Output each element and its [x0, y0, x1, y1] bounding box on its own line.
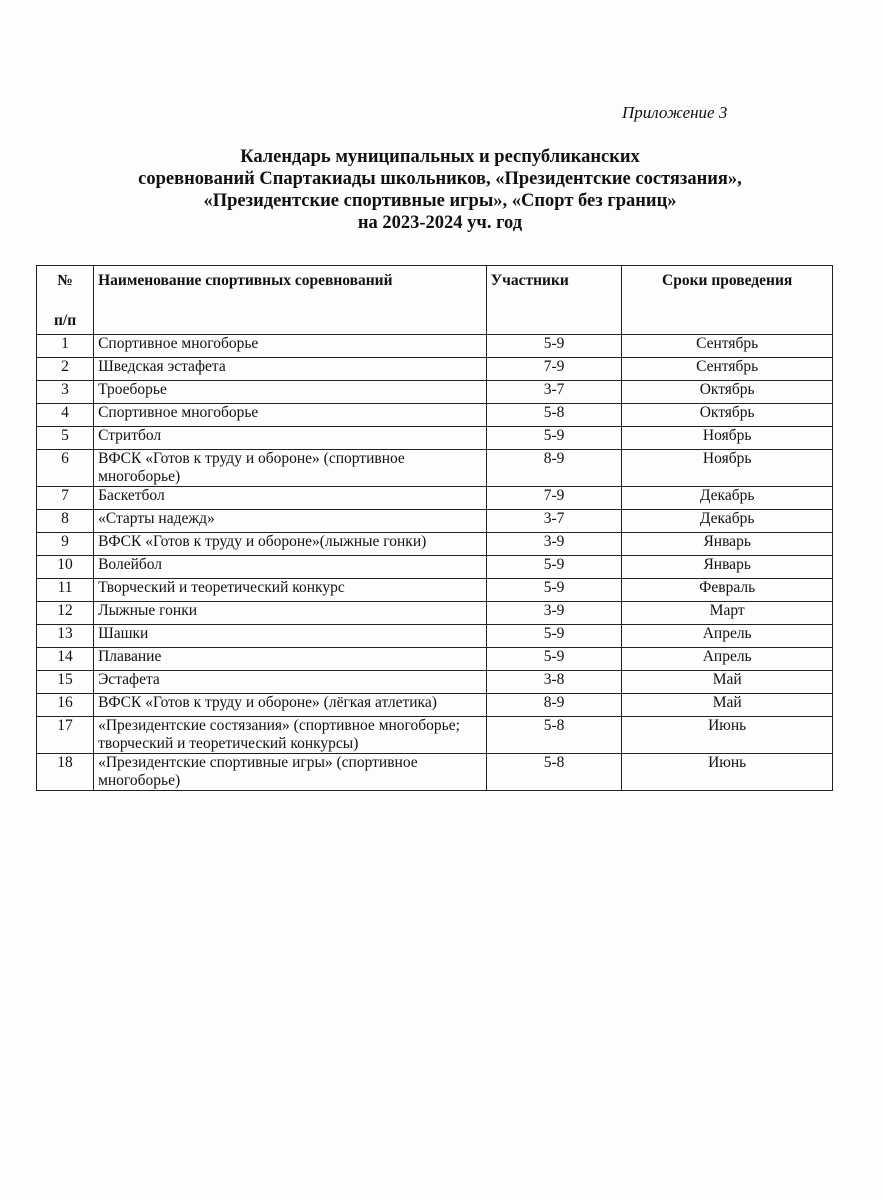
row-number-cell: 15 [37, 671, 94, 694]
header-participants: Участники [486, 266, 622, 335]
competition-name-cell: Шведская эстафета [94, 358, 487, 381]
title-line: Календарь муниципальных и республиканских [240, 147, 640, 167]
participants-cell: 5-9 [486, 625, 622, 648]
dates-cell: Октябрь [622, 381, 833, 404]
dates-cell: Декабрь [622, 487, 833, 510]
table-row [37, 335, 833, 358]
header-name: Наименование спортивных соревнований [94, 266, 487, 335]
dates-cell: Февраль [622, 579, 833, 602]
participants-cell: 7-9 [486, 358, 622, 381]
table-body [37, 335, 833, 791]
row-number-cell: 17 [37, 717, 94, 754]
table-row [37, 450, 833, 487]
row-number-cell: 9 [37, 533, 94, 556]
competition-name-cell: «Президентские состязания» (спортивное многоборье; творческий и теоретический конкурсы) [94, 717, 487, 754]
table-row [37, 487, 833, 510]
title-line: «Президентские спортивные игры», «Спорт без границ» [203, 191, 677, 211]
row-number-cell: 3 [37, 381, 94, 404]
dates-cell: Март [622, 602, 833, 625]
table-row [37, 404, 833, 427]
row-number-cell: 6 [37, 450, 94, 487]
dates-cell: Ноябрь [622, 427, 833, 450]
row-number-cell: 18 [37, 754, 94, 791]
competition-name-cell: Волейбол [94, 556, 487, 579]
competition-name-cell: ВФСК «Готов к труду и обороне» (спортивное многоборье) [94, 450, 487, 487]
participants-cell: 3-8 [486, 671, 622, 694]
participants-cell: 5-8 [486, 717, 622, 754]
row-number-cell: 4 [37, 404, 94, 427]
row-number-cell: 1 [37, 335, 94, 358]
competition-name-cell: Стритбол [94, 427, 487, 450]
row-number-cell: 16 [37, 694, 94, 717]
dates-cell: Ноябрь [622, 450, 833, 487]
dates-cell: Январь [622, 556, 833, 579]
dates-cell: Май [622, 694, 833, 717]
table-row [37, 556, 833, 579]
participants-cell: 5-8 [486, 754, 622, 791]
row-number-cell: 10 [37, 556, 94, 579]
row-number-cell: 7 [37, 487, 94, 510]
document-title [40, 146, 840, 234]
dates-cell: Декабрь [622, 510, 833, 533]
header-number-symbol: № [57, 272, 73, 289]
participants-cell: 3-7 [486, 510, 622, 533]
row-number-cell: 8 [37, 510, 94, 533]
participants-cell: 5-9 [486, 335, 622, 358]
competition-name-cell: Творческий и теоретический конкурс [94, 579, 487, 602]
competition-name-cell: Баскетбол [94, 487, 487, 510]
dates-cell: Июнь [622, 717, 833, 754]
competition-name-cell: Спортивное многоборье [94, 404, 487, 427]
dates-cell: Апрель [622, 625, 833, 648]
competition-name-cell: Плавание [94, 648, 487, 671]
row-number-cell: 2 [37, 358, 94, 381]
header-number [37, 266, 94, 335]
table-row [37, 510, 833, 533]
participants-cell: 5-9 [486, 579, 622, 602]
table-row [37, 381, 833, 404]
dates-cell: Январь [622, 533, 833, 556]
row-number-cell: 12 [37, 602, 94, 625]
row-number-cell: 13 [37, 625, 94, 648]
appendix-label: Приложение 3 [622, 103, 728, 122]
table-row [37, 625, 833, 648]
table-row [37, 694, 833, 717]
competition-name-cell: Эстафета [94, 671, 487, 694]
participants-cell: 7-9 [486, 487, 622, 510]
competition-name-cell: Лыжные гонки [94, 602, 487, 625]
competition-name-cell: ВФСК «Готов к труду и обороне» (лёгкая атлетика) [94, 694, 487, 717]
row-number-cell: 14 [37, 648, 94, 671]
table-row [37, 602, 833, 625]
participants-cell: 5-9 [486, 556, 622, 579]
participants-cell: 8-9 [486, 694, 622, 717]
dates-cell: Май [622, 671, 833, 694]
competition-name-cell: ВФСК «Готов к труду и обороне»(лыжные гонки) [94, 533, 487, 556]
table-row [37, 358, 833, 381]
participants-cell: 8-9 [486, 450, 622, 487]
competition-name-cell: «Президентские спортивные игры» (спортивное многоборье) [94, 754, 487, 791]
table-header-row [37, 266, 833, 335]
participants-cell: 3-9 [486, 602, 622, 625]
header-number-abbr: п/п [53, 312, 77, 329]
header-dates: Сроки проведения [622, 266, 833, 335]
title-line: на 2023-2024 уч. год [357, 213, 523, 233]
row-number-cell: 11 [37, 579, 94, 602]
table-row [37, 717, 833, 754]
dates-cell: Июнь [622, 754, 833, 791]
row-number-cell: 5 [37, 427, 94, 450]
table-row [37, 533, 833, 556]
table-row [37, 579, 833, 602]
table-row [37, 754, 833, 791]
table-row [37, 427, 833, 450]
title-line: соревнований Спартакиады школьников, «Президентские состязания», [138, 169, 742, 189]
participants-cell: 5-9 [486, 427, 622, 450]
competition-name-cell: «Старты надежд» [94, 510, 487, 533]
participants-cell: 3-9 [486, 533, 622, 556]
dates-cell: Октябрь [622, 404, 833, 427]
participants-cell: 3-7 [486, 381, 622, 404]
competition-name-cell: Троеборье [94, 381, 487, 404]
dates-cell: Апрель [622, 648, 833, 671]
table-row [37, 671, 833, 694]
participants-cell: 5-9 [486, 648, 622, 671]
table-row [37, 648, 833, 671]
competition-name-cell: Спортивное многоборье [94, 335, 487, 358]
participants-cell: 5-8 [486, 404, 622, 427]
dates-cell: Сентябрь [622, 358, 833, 381]
dates-cell: Сентябрь [622, 335, 833, 358]
competition-schedule-table [36, 265, 833, 791]
competition-name-cell: Шашки [94, 625, 487, 648]
